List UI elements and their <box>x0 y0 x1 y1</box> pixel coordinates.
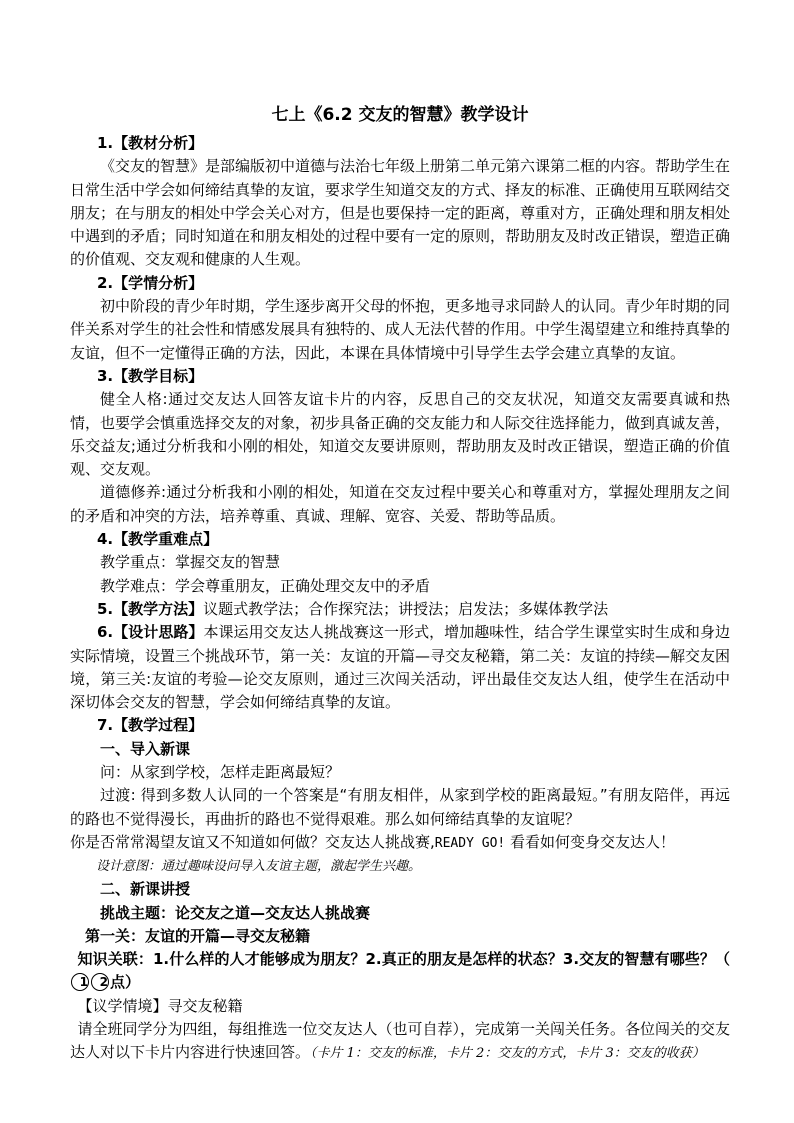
document-title: 七上《6.2 交友的智慧》教学设计 <box>271 105 529 125</box>
section-heading-design-idea: 6.【设计思路】 <box>97 623 204 642</box>
intro-question: 问：从家到学校，怎样走距离最短？ <box>100 763 341 782</box>
knowledge-link-suffix: 点） <box>110 973 141 992</box>
section-heading-teaching-methods: 5.【教学方法】 <box>97 599 204 618</box>
learner-analysis-text: 初中阶段的青少年时期，学生逐步离开父母的怀抱，更多地寻求同龄人的认同。青少年时期的同伴关系对学生的社会性和情感发展具有独特的、成人无法代替的作用。中学生渴望建立和维持真挚的友谊，但不一定懂得正确的方法，因此，本课在具体情境中引导学生去学会建立真挚的友谊。 <box>70 297 731 362</box>
section-heading-textbook-analysis: 1.【教材分析】 <box>97 134 204 152</box>
situation-label: 【议学情境】 <box>77 996 168 1015</box>
knowledge-link <box>70 948 730 995</box>
section-heading-teaching-goals: 3.【教学目标】 <box>97 366 204 385</box>
situation-line <box>70 995 730 1018</box>
challenge-prefix: 你是否常常渴望友谊又不知道如何做？交友达人挑战赛, <box>70 832 435 851</box>
design-intent-text: 设计意图：通过趣味设问导入友谊主题，激起学生兴趣。 <box>96 859 422 875</box>
challenge-ready-go: READY GO! <box>434 835 506 851</box>
difficult-point-text: 教学难点：学会尊重朋友，正确处理交友中的矛盾 <box>100 576 431 595</box>
teaching-methods-text: 议题式教学法；合作探究法；讲授法；启发法；多媒体教学法 <box>203 599 609 618</box>
subsection-new-lesson-heading: 二、新课讲授 <box>100 880 191 899</box>
circled-number-1: 1 <box>71 973 89 991</box>
design-intent-line <box>70 855 730 878</box>
challenge-line <box>70 831 730 855</box>
challenge-suffix: 看看如何变身交友达人！ <box>505 832 676 851</box>
design-idea-paragraph <box>70 621 730 714</box>
textbook-analysis-text: 《交友的智慧》是部编版初中道德与法治七年级上册第二单元第六课第二框的内容。帮助学生在日常生活中学会如何缔结真挚的友谊，要求学生知道交友的方式、择友的标准、正确使用互联网结交朋友；在与朋友的相处中学会关心对方，但是也要保持一定的距离，尊重对方，正确处理和朋友相处中遇到的矛盾；同时知道在和朋友相处的过程中要有一定的原则，帮助朋友及时改正错误，塑造正确的价值观、交友观和健康的人生观。 <box>70 157 731 269</box>
circled-number-2: 2 <box>91 973 109 991</box>
situation-title: 寻交友秘籍 <box>167 996 243 1015</box>
challenge-theme: 挑战主题：论交友之道—交友达人挑战赛 <box>100 903 371 922</box>
subsection-intro-heading: 一、导入新课 <box>100 739 191 758</box>
goal-personality-text: 健全人格:通过交友达人回答友谊卡片的内容，反思自己的交友状况，知道交友需要真诚和热情，也要学会慎重选择交友的对象，初步具备正确的交友能力和人际交往选择能力，做到真诚友善，乐交益友;通过分析我和小刚的相处，知道交友要讲原则，帮助朋友及时改正错误，塑造正确的价值观、交友观。 <box>70 390 731 479</box>
document-page <box>70 100 730 1066</box>
teaching-methods-line <box>70 598 730 621</box>
cards-text: （卡片 1：交友的标准，卡片 2：交友的方式，卡片 3：交友的收获） <box>310 1046 705 1062</box>
knowledge-link-prefix: 知识关联：1.什么样的人才能够成为朋友？2.真正的朋友是怎样的状态？3.交友的智慧有哪些？（ <box>77 950 730 969</box>
task-text: 请全班同学分为四组，每组推选一位交友达人（也可自荐），完成第一关闯关任务。各位闯关的交友达人对以下卡片内容进行快速回答。 <box>70 1019 731 1062</box>
goal-morality-text: 道德修养:通过分析我和小刚的相处，知道在交友过程中要关心和尊重对方，掌握处理朋友之间的矛盾和冲突的方法，培养尊重、真诚、理解、宽容、关爱、帮助等品质。 <box>70 483 730 525</box>
intro-transition: 过渡: 得到多数人认同的一个答案是“有朋友相伴，从家到学校的距离最短。”有朋友陪伴，再远的路也不觉得漫长，再曲折的路也不觉得艰难。那么如何缔结真挚的友谊呢？ <box>70 786 730 828</box>
section-heading-key-points: 4.【教学重难点】 <box>97 530 219 549</box>
section-heading-teaching-process: 7.【教学过程】 <box>97 716 204 735</box>
key-point-text: 教学重点：掌握交友的智慧 <box>100 553 281 572</box>
design-idea-text: 本课运用交友达人挑战赛这一形式，增加趣味性，结合学生课堂实时生成和身边实际情境，设置三个挑战环节，第一关：友谊的开篇—寻交友秘籍，第二关：友谊的持续—解交友困境，第三关:友谊的考验—论交友原则，通过三次闯关活动，评出最佳交友达人组，使学生在活动中深切体会交友的智慧，学会如何缔结真挚的友谊。 <box>70 623 731 712</box>
task-paragraph <box>70 1018 730 1066</box>
section-heading-learner-analysis: 2.【学情分析】 <box>97 273 204 292</box>
level-one-heading: 第一关：友谊的开篇—寻交友秘籍 <box>85 926 311 945</box>
